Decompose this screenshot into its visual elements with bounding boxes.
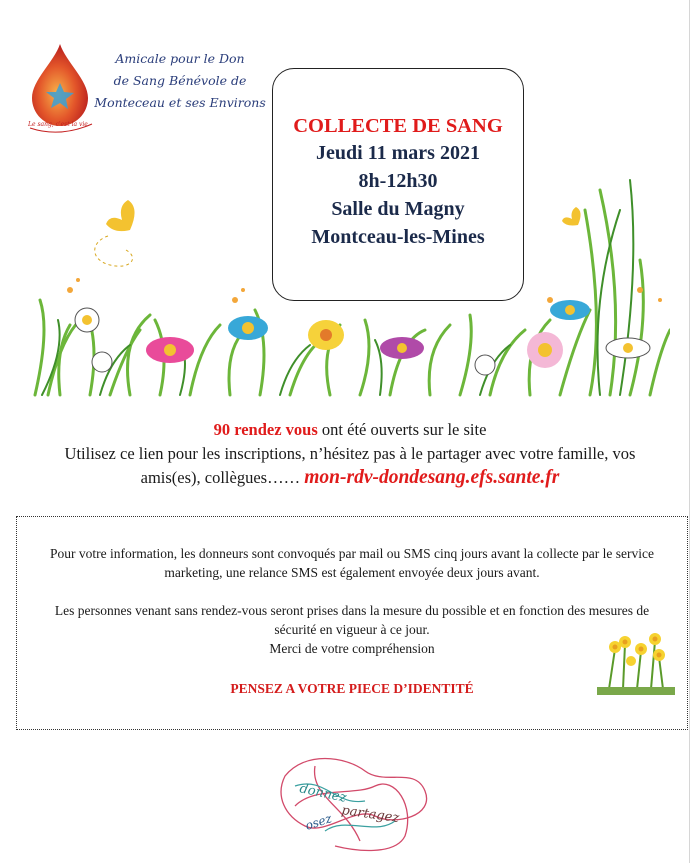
event-place: Salle du Magny xyxy=(331,198,465,220)
info-line-2: Utilisez ce lien pour les inscriptions, n’hésitez pas à le partager avec votre famille, vos xyxy=(64,444,636,463)
notice-paragraph-3: Merci de votre compréhension xyxy=(269,641,435,656)
event-header-box xyxy=(272,68,524,301)
notice-paragraph-1: Pour votre information, les donneurs sont convoqués par mail ou SMS cinq jours avant la collecte par le service marketing, une relance SMS est également envoyée deux jours avant. xyxy=(50,546,654,580)
registration-link[interactable]: mon-rdv-dondesang.efs.sante.fr xyxy=(304,467,560,488)
logo-word-partagez: partagez xyxy=(340,803,401,827)
flower-icon xyxy=(75,308,99,332)
id-reminder: PENSEZ A VOTRE PIECE D’IDENTITÉ xyxy=(230,681,474,696)
flower-icon xyxy=(308,320,344,350)
association-logo xyxy=(22,40,266,135)
flower-icon xyxy=(228,316,268,340)
info-line-3 xyxy=(0,466,700,490)
registration-info xyxy=(0,418,700,490)
flower-icon xyxy=(380,337,424,359)
flower-icon xyxy=(550,300,590,320)
appointment-count: 90 rendez vous xyxy=(213,420,318,439)
daffodils-icon xyxy=(597,629,675,695)
event-title: COLLECTE DE SANG xyxy=(293,115,503,137)
event-hours: 8h-12h30 xyxy=(358,170,438,192)
logo-line: Amicale pour le Don xyxy=(115,51,245,66)
flower-icon xyxy=(146,337,194,363)
info-line-1-rest: ont été ouverts sur le site xyxy=(317,420,487,439)
flower-icon xyxy=(527,332,563,368)
notice-paragraph-2: Les personnes venant sans rendez-vous seront prises dans la mesure du possible et en fonction des mesures de sécurité en vigueur à ce jour. xyxy=(54,603,650,637)
info-line-3-text: amis(es), collègues…… xyxy=(140,468,305,487)
donnez-partagez-osez-logo xyxy=(265,746,435,863)
butterfly-icon xyxy=(562,207,581,226)
logo-text xyxy=(90,48,270,114)
info-line-1 xyxy=(0,418,700,442)
butterfly-icon xyxy=(95,200,135,266)
logo-line: Monteceau et ses Environs xyxy=(94,95,266,110)
logo-word-osez: osez xyxy=(303,811,334,833)
flower-icon xyxy=(606,338,650,358)
drop-caption: Le sang, c'est la vie xyxy=(28,121,88,128)
notice-paragraph-2-block xyxy=(47,601,657,658)
event-city: Montceau-les-Mines xyxy=(311,226,485,248)
notice-box xyxy=(16,516,688,730)
logo-word-donnez: donnez xyxy=(298,781,348,806)
logo-line: de Sang Bénévole de xyxy=(113,73,247,88)
event-date: Jeudi 11 mars 2021 xyxy=(316,142,480,164)
